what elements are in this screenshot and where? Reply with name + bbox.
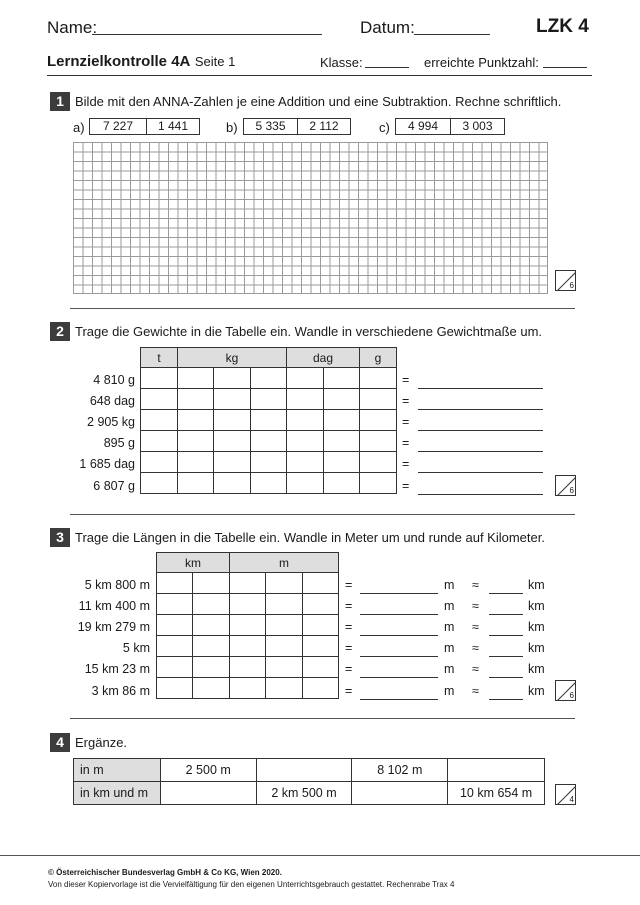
unit-km: km (528, 641, 545, 655)
cell[interactable] (324, 389, 360, 410)
conversion-cell[interactable] (448, 759, 545, 782)
name-label: Name: (47, 18, 98, 37)
cell[interactable] (157, 657, 193, 678)
name-field[interactable] (92, 34, 322, 35)
unit-km: km (528, 599, 545, 613)
datum-field[interactable] (414, 34, 490, 35)
row-label-km-m: in km und m (74, 782, 161, 805)
cell[interactable] (303, 657, 339, 678)
task1-points: 6 (569, 281, 574, 290)
unit-km: km (528, 620, 545, 634)
weight-header-dag: dag (287, 348, 360, 368)
equals-sign: = (402, 457, 410, 471)
approx-sign: ≈ (472, 641, 479, 655)
length-row-label: 19 km 279 m (77, 620, 150, 634)
cell[interactable] (324, 368, 360, 389)
km-answer-line[interactable] (489, 614, 523, 615)
cell[interactable] (230, 615, 266, 636)
cell[interactable] (324, 473, 360, 494)
equals-sign: = (402, 373, 410, 387)
cell[interactable] (193, 678, 230, 699)
cell[interactable] (214, 431, 251, 452)
cell[interactable] (251, 368, 287, 389)
anna-pair-c (395, 118, 505, 135)
cell[interactable] (141, 473, 178, 494)
weight-answer-line[interactable] (418, 472, 543, 473)
cell[interactable] (214, 368, 251, 389)
cell[interactable] (141, 452, 178, 473)
cell[interactable] (214, 410, 251, 431)
task2-points-box (555, 475, 576, 496)
weight-row-label: 4 810 g (93, 373, 135, 387)
conversion-cell[interactable] (352, 782, 448, 805)
task1-label-b: b) (226, 120, 238, 135)
anna-pair-b (243, 118, 351, 135)
conversion-cell[interactable]: 2 km 500 m (256, 782, 352, 805)
approx-sign: ≈ (472, 684, 479, 698)
lzk-badge: LZK 4 (536, 16, 589, 37)
cell[interactable] (324, 452, 360, 473)
equals-sign: = (345, 662, 353, 676)
calculation-grid[interactable] (73, 142, 548, 294)
cell[interactable] (266, 615, 303, 636)
length-row-label: 3 km 86 m (91, 684, 150, 698)
cell[interactable] (251, 431, 287, 452)
cell[interactable] (303, 594, 339, 615)
task1-label-c: c) (379, 120, 390, 135)
weight-answer-line[interactable] (418, 494, 543, 495)
meter-answer-line[interactable] (360, 656, 438, 657)
km-answer-line[interactable] (489, 677, 523, 678)
weight-header-kg: kg (178, 348, 287, 368)
unit-km: km (528, 684, 545, 698)
km-answer-line[interactable] (489, 699, 523, 700)
cell[interactable] (193, 573, 230, 594)
cell[interactable] (141, 368, 178, 389)
task4-points-box (555, 784, 576, 805)
cell[interactable] (157, 594, 193, 615)
cell[interactable] (178, 452, 214, 473)
page-title-sub: Seite 1 (194, 54, 236, 69)
unit-m: m (444, 599, 455, 613)
klasse-label: Klasse: (320, 55, 363, 70)
anna-b-left: 5 335 (255, 119, 286, 133)
equals-sign: = (345, 578, 353, 592)
cell[interactable] (287, 389, 324, 410)
task2-number: 2 (50, 322, 70, 341)
task1-points-box (555, 270, 576, 291)
equals-sign: = (345, 641, 353, 655)
cell[interactable] (360, 452, 397, 473)
page-title (47, 53, 235, 71)
cell[interactable] (141, 410, 178, 431)
unit-km: km (528, 662, 545, 676)
cell[interactable] (266, 573, 303, 594)
cell[interactable] (287, 452, 324, 473)
cell[interactable] (230, 636, 266, 657)
cell[interactable] (266, 678, 303, 699)
anna-c-right: 3 003 (450, 119, 504, 134)
equals-sign: = (402, 436, 410, 450)
length-row-label: 5 km 800 m (84, 578, 150, 592)
anna-b-right: 2 112 (297, 119, 350, 134)
length-header-km: km (157, 553, 230, 573)
equals-sign: = (345, 620, 353, 634)
cell[interactable] (157, 636, 193, 657)
meter-answer-line[interactable] (360, 699, 438, 700)
cell[interactable] (251, 410, 287, 431)
cell[interactable] (230, 573, 266, 594)
anna-a-left: 7 227 (102, 119, 134, 133)
footer-divider (0, 855, 640, 856)
cell[interactable] (303, 636, 339, 657)
cell[interactable] (157, 678, 193, 699)
datum-label: Datum: (360, 18, 415, 37)
page-title-main: Lernzielkontrolle 4A (47, 53, 191, 70)
cell[interactable] (303, 678, 339, 699)
anna-a-right: 1 441 (146, 119, 199, 134)
cell[interactable] (141, 431, 178, 452)
task3-divider (70, 718, 575, 719)
approx-sign: ≈ (472, 599, 479, 613)
unit-m: m (444, 641, 455, 655)
cell[interactable] (287, 473, 324, 494)
cell[interactable] (251, 473, 287, 494)
weight-header-t: t (141, 348, 178, 368)
cell[interactable] (178, 368, 214, 389)
weight-answer-line[interactable] (418, 430, 543, 431)
weight-table (140, 347, 397, 494)
length-header-m: m (230, 553, 339, 573)
approx-sign: ≈ (472, 578, 479, 592)
equals-sign: = (402, 394, 410, 408)
task2-points: 6 (569, 486, 574, 495)
task4-instruction: Ergänze. (75, 735, 128, 750)
cell[interactable] (303, 615, 339, 636)
cell[interactable] (193, 615, 230, 636)
task1-instruction: Bilde mit den ANNA-Zahlen je eine Addition und eine Subtraktion. Rechne schriftlich. (75, 94, 562, 109)
anna-pair-a (89, 118, 200, 135)
cell[interactable] (287, 368, 324, 389)
unit-m: m (444, 662, 455, 676)
cell[interactable] (230, 657, 266, 678)
cell[interactable] (360, 368, 397, 389)
cell[interactable] (303, 573, 339, 594)
cell[interactable] (230, 678, 266, 699)
equals-sign: = (402, 415, 410, 429)
cell[interactable] (360, 389, 397, 410)
cell[interactable] (178, 389, 214, 410)
approx-sign: ≈ (472, 662, 479, 676)
cell[interactable] (141, 389, 178, 410)
cell[interactable] (214, 389, 251, 410)
equals-sign: = (402, 479, 410, 493)
cell[interactable] (178, 410, 214, 431)
approx-sign: ≈ (472, 620, 479, 634)
task1-number: 1 (50, 92, 70, 111)
cell[interactable] (193, 657, 230, 678)
footer-copyright: © Österreichischer Bundesverlag GmbH & Co KG, Wien 2020. (48, 868, 282, 877)
footer-note: Von dieser Kopiervorlage ist die Vervielfältigung für den eigenen Unterrichtsgebrauch gestattet. Rechenrabe Trax 4 (48, 880, 455, 889)
cell[interactable] (251, 452, 287, 473)
weight-row-label: 1 685 dag (79, 457, 135, 471)
meter-answer-line[interactable] (360, 677, 438, 678)
cell[interactable] (214, 452, 251, 473)
cell[interactable] (266, 636, 303, 657)
klasse-field[interactable] (365, 67, 409, 68)
meter-answer-line[interactable] (360, 593, 438, 594)
conversion-cell[interactable] (160, 782, 256, 805)
weight-answer-line[interactable] (418, 388, 543, 389)
conversion-cell[interactable]: 8 102 m (352, 759, 448, 782)
task1-label-a: a) (73, 120, 85, 135)
weight-answer-line[interactable] (418, 409, 543, 410)
cell[interactable] (360, 410, 397, 431)
km-answer-line[interactable] (489, 593, 523, 594)
weight-row-label: 6 807 g (93, 479, 135, 493)
equals-sign: = (345, 684, 353, 698)
conversion-cell[interactable]: 10 km 654 m (448, 782, 545, 805)
task1-divider (70, 308, 575, 309)
length-row-label: 5 km (122, 641, 150, 655)
punkte-label: erreichte Punktzahl: (424, 55, 539, 70)
conversion-cell[interactable] (256, 759, 352, 782)
task2-divider (70, 514, 575, 515)
weight-row-label: 2 905 kg (87, 415, 135, 429)
unit-m: m (444, 684, 455, 698)
meter-answer-line[interactable] (360, 635, 438, 636)
length-row-label: 15 km 23 m (84, 662, 150, 676)
cell[interactable] (251, 389, 287, 410)
unit-m: m (444, 620, 455, 634)
km-answer-line[interactable] (489, 635, 523, 636)
row-label-m: in m (74, 759, 161, 782)
length-row-label: 11 km 400 m (78, 599, 150, 613)
cell[interactable] (157, 573, 193, 594)
anna-c-left: 4 994 (407, 119, 439, 133)
cell[interactable] (287, 431, 324, 452)
length-table (156, 552, 339, 699)
cell[interactable] (324, 431, 360, 452)
conversion-cell[interactable]: 2 500 m (160, 759, 256, 782)
weight-header-g: g (360, 348, 397, 368)
cell[interactable] (287, 410, 324, 431)
cell[interactable] (193, 594, 230, 615)
task3-instruction: Trage die Längen in die Tabelle ein. Wandle in Meter um und runde auf Kilometer. (75, 530, 545, 545)
km-answer-line[interactable] (489, 656, 523, 657)
unit-km: km (528, 578, 545, 592)
cell[interactable] (360, 431, 397, 452)
conversion-table (73, 758, 545, 805)
cell[interactable] (360, 473, 397, 494)
task3-points-box (555, 680, 576, 701)
cell[interactable] (324, 410, 360, 431)
punkte-field[interactable] (543, 67, 587, 68)
cell[interactable] (214, 473, 251, 494)
task4-points: 4 (569, 795, 574, 804)
cell[interactable] (157, 615, 193, 636)
unit-m: m (444, 578, 455, 592)
cell[interactable] (230, 594, 266, 615)
task4-number: 4 (50, 733, 70, 752)
header-divider (47, 75, 592, 76)
cell[interactable] (178, 473, 214, 494)
task3-number: 3 (50, 528, 70, 547)
equals-sign: = (345, 599, 353, 613)
task2-instruction: Trage die Gewichte in die Tabelle ein. Wandle in verschiedene Gewichtmaße um. (75, 324, 543, 339)
cell[interactable] (266, 594, 303, 615)
weight-row-label: 895 g (103, 436, 135, 450)
task3-points: 6 (569, 691, 574, 700)
cell[interactable] (178, 431, 214, 452)
cell[interactable] (193, 636, 230, 657)
weight-row-label: 648 dag (89, 394, 135, 408)
meter-answer-line[interactable] (360, 614, 438, 615)
cell[interactable] (266, 657, 303, 678)
weight-answer-line[interactable] (418, 451, 543, 452)
